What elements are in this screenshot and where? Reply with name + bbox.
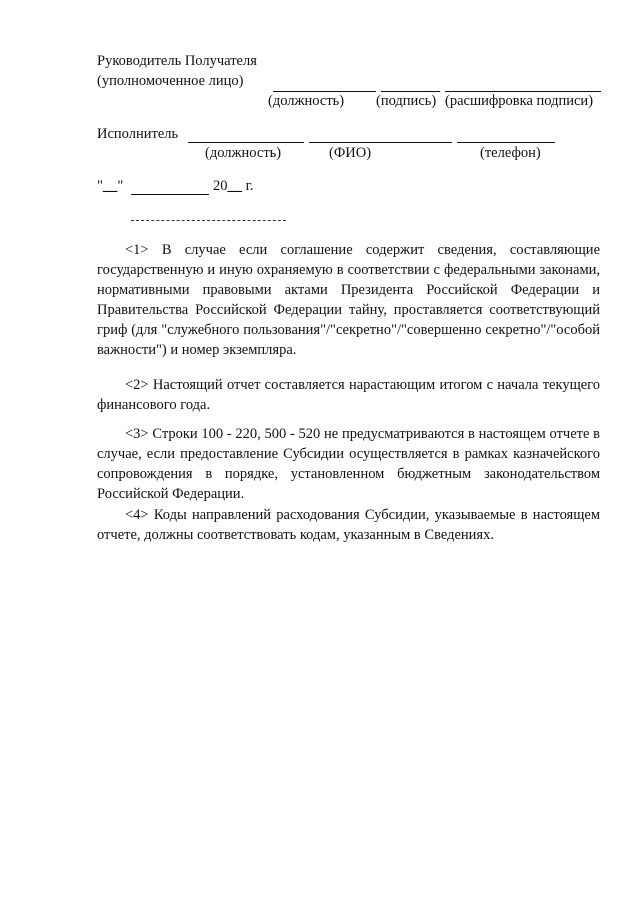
- date-month-line: [131, 194, 209, 195]
- footnote-separator: [131, 220, 286, 221]
- footnote-2-marker: <2>: [125, 377, 149, 393]
- head-position-line: [273, 91, 376, 92]
- head-decoding-line: [445, 91, 601, 92]
- date-quote-close: ": [117, 178, 124, 194]
- exec-caption-position: (должность): [205, 145, 282, 161]
- footnote-2: [97, 375, 600, 415]
- footnote-1-marker: <1>: [125, 242, 149, 258]
- date-year-suffix: г.: [245, 178, 254, 194]
- head-caption-decoding: (расшифровка подписи): [445, 93, 594, 109]
- footnote-4-marker: <4>: [125, 507, 149, 523]
- footnote-3-text: Строки 100 - 220, 500 - 520 не предусматриваются в настоящем отчете в случае, если предоставление Субсидии осуществляется в рамках казначейского сопровождения в порядке, установленном бюджетным законодательством Российской Федерации.: [97, 426, 600, 502]
- footnote-2-text: Настоящий отчет составляется нарастающим итогом с начала текущего финансового года.: [97, 377, 600, 413]
- exec-caption-phone: (телефон): [480, 145, 541, 161]
- exec-phone-line: [457, 142, 555, 143]
- authorized-person-label: (уполномоченное лицо): [97, 73, 244, 89]
- head-caption-position: (должность): [268, 93, 345, 109]
- head-title: Руководитель Получателя: [97, 53, 257, 69]
- date-day-blank: __: [102, 178, 118, 194]
- footnote-3-marker: <3>: [125, 426, 149, 442]
- footnote-1-text: В случае если соглашение содержит сведения, составляющие государственную и иную охраняемую в соответствии с федеральными законами, нормативными правовыми актами Президента Российской Федерации и Правительства Российской Федерации тайну, проставляется соответствующий гриф (для "служебного пользования"/"секретно"/"совершенно секретно"/"особой важности") и номер экземпляра.: [97, 242, 601, 358]
- date-year-prefix: 20: [213, 178, 228, 194]
- exec-fio-line: [309, 142, 452, 143]
- footnote-4-text: Коды направлений расходования Субсидии, указываемые в настоящем отчете, должны соответствовать кодам, указанным в Сведениях.: [97, 507, 601, 543]
- executor-title: Исполнитель: [97, 126, 179, 142]
- footnote-1: [97, 240, 600, 360]
- head-caption-signature: (подпись): [376, 93, 437, 109]
- head-signature-line: [381, 91, 440, 92]
- exec-position-line: [188, 142, 304, 143]
- footnote-3: [97, 424, 600, 504]
- date-year-blank: __: [227, 178, 242, 194]
- date-year: [213, 178, 254, 195]
- exec-caption-fio: (ФИО): [329, 145, 372, 161]
- date-quote-open: ": [97, 178, 103, 194]
- footnote-4: [97, 505, 600, 545]
- date-line: [97, 178, 123, 195]
